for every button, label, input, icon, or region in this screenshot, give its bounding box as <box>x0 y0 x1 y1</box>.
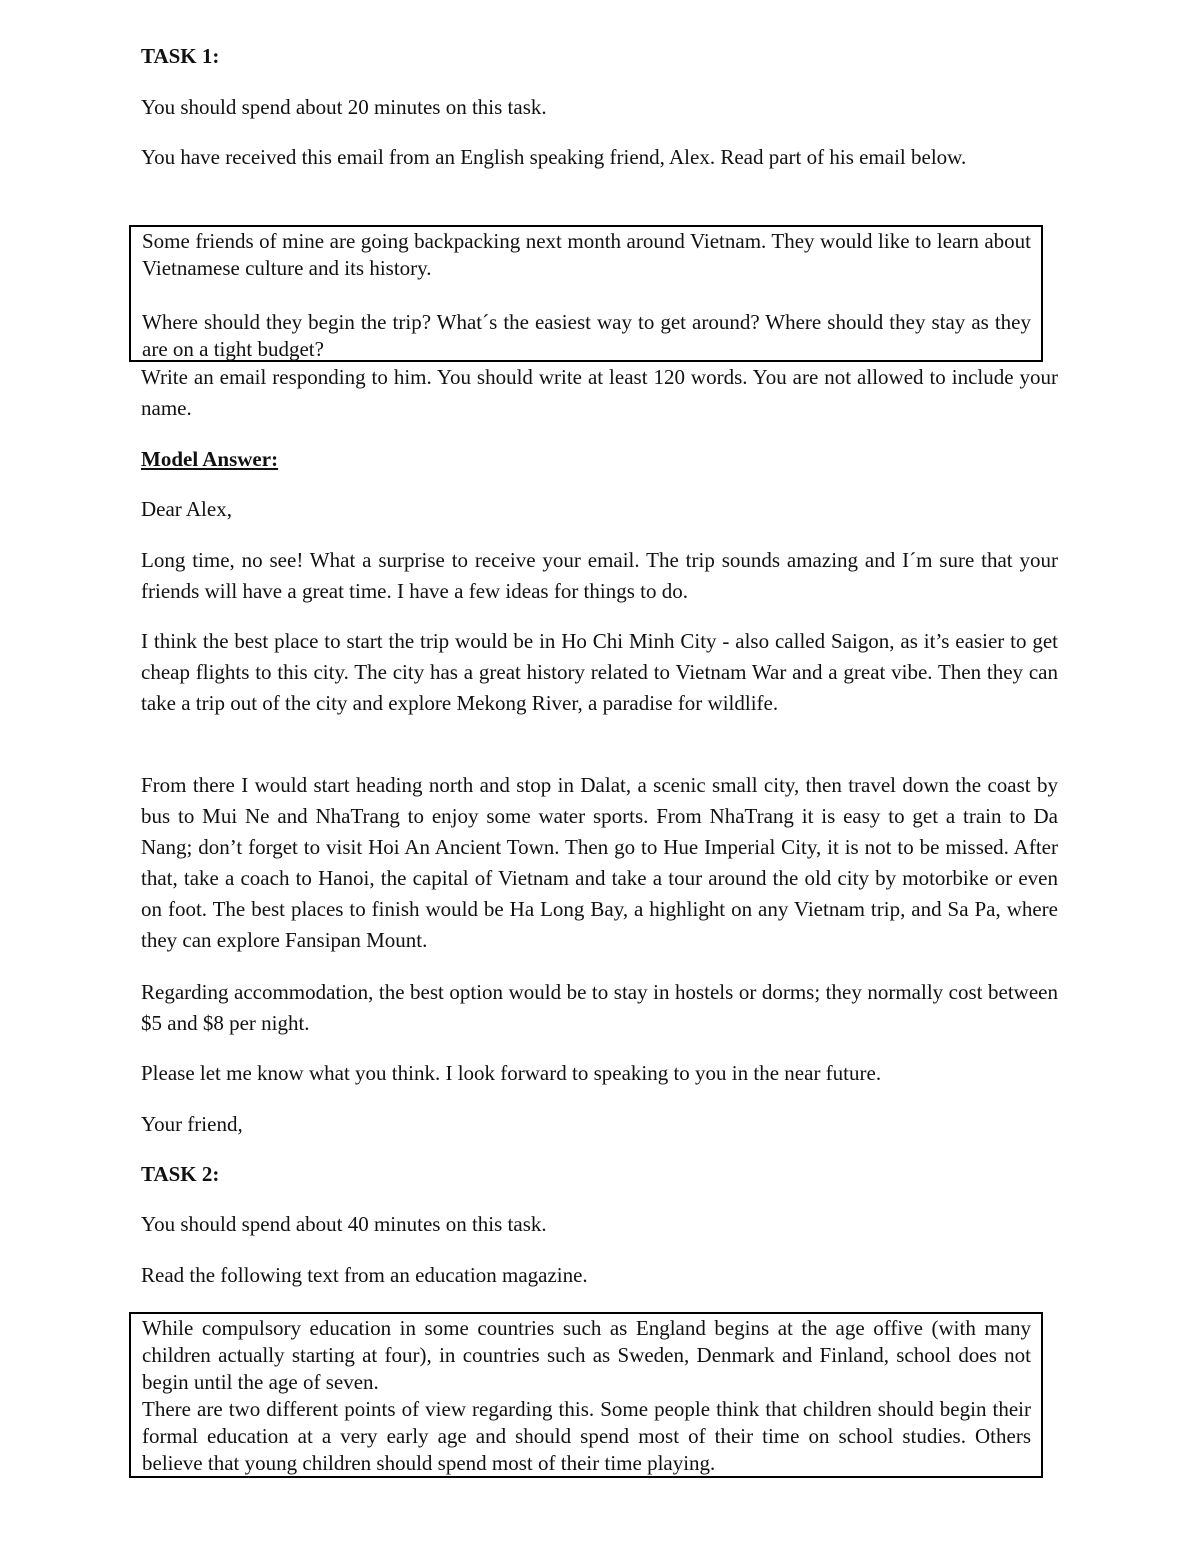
task1-email-excerpt-box <box>129 225 1043 362</box>
task1-intro: You have received this email from an English speaking friend, Alex. Read part of his email below. <box>141 145 967 169</box>
model-answer-greeting: Dear Alex, <box>141 497 232 521</box>
task1-heading: TASK 1: <box>141 44 220 68</box>
model-answer-paragraph-3: From there I would start heading north and stop in Dalat, a scenic small city, then travel down the coast by bus to Mui Ne and NhaTrang to enjoy some water sports. From NhaTrang it is easy to get a train to Da Nang; don’t forget to visit Hoi An Ancient Town. Then go to Hue Imperial City, it is not to be missed. After that, take a coach to Hanoi, the capital of Vietnam and take a tour around the old city by motorbike or even on foot. The best places to finish would be Ha Long Bay, a highlight on any Vietnam trip, and Sa Pa, where they can explore Fansipan Mount. <box>141 773 1058 952</box>
model-answer-paragraph-2: I think the best place to start the trip would be in Ho Chi Minh City - also called Saigon, as it’s easier to get cheap flights to this city. The city has a great history related to Vietnam War and a great vibe. Then they can take a trip out of the city and explore Mekong River, a paradise for wildlife. <box>141 629 1058 715</box>
model-answer-paragraph-1: Long time, no see! What a surprise to receive your email. The trip sounds amazing and I´m sure that your friends will have a great time. I have a few ideas for things to do. <box>141 548 1058 603</box>
task1-box-paragraph-2: Where should they begin the trip? What´s the easiest way to get around? Where should they stay as they are on a tight budget? <box>142 310 1031 361</box>
task1-time-instruction: You should spend about 20 minutes on this task. <box>141 95 547 119</box>
task2-box-paragraph-1: While compulsory education in some countries such as England begins at the age offive (with many children actually starting at four), in countries such as Sweden, Denmark and Finland, school does not begin until the age of seven. <box>142 1316 1031 1394</box>
task1-writing-instruction: Write an email responding to him. You should write at least 120 words. You are not allowed to include your name. <box>141 365 1058 420</box>
model-answer-paragraph-4: Regarding accommodation, the best option would be to stay in hostels or dorms; they normally cost between $5 and $8 per night. <box>141 980 1058 1035</box>
task2-magazine-excerpt-box <box>129 1312 1043 1478</box>
task1-box-paragraph-1: Some friends of mine are going backpacking next month around Vietnam. They would like to learn about Vietnamese culture and its history. <box>142 229 1031 280</box>
model-answer-heading: Model Answer: <box>141 447 279 471</box>
model-answer-closing: Your friend, <box>141 1112 243 1136</box>
task2-intro: Read the following text from an education magazine. <box>141 1263 588 1287</box>
model-answer-paragraph-5: Please let me know what you think. I look forward to speaking to you in the near future. <box>141 1061 882 1085</box>
task2-time-instruction: You should spend about 40 minutes on this task. <box>141 1212 547 1236</box>
task2-heading: TASK 2: <box>141 1162 220 1186</box>
task2-box-paragraph-2: There are two different points of view regarding this. Some people think that children should begin their formal education at a very early age and should spend most of their time on school studies. Others believe that young children should spend most of their time playing. <box>142 1397 1031 1475</box>
